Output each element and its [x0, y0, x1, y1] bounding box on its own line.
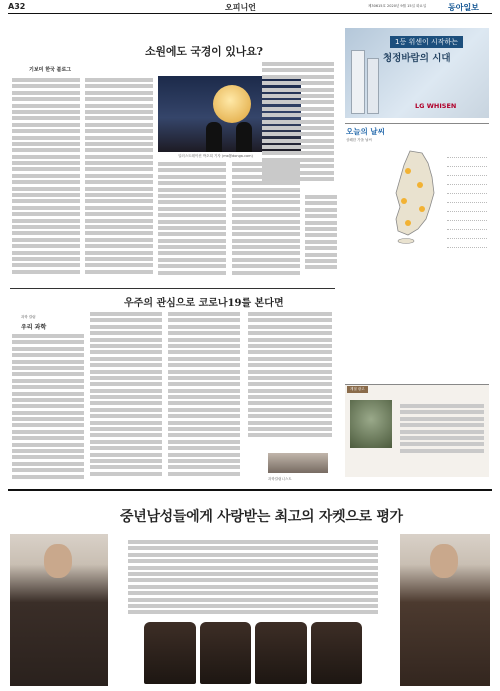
article2-author-name: 과학칼럼니스트 — [268, 477, 292, 481]
article1-text-col3 — [158, 162, 226, 278]
korea-weather-map — [388, 149, 446, 244]
jacket-ad-text — [128, 540, 378, 616]
article1-text-col6 — [305, 195, 337, 277]
person-silhouette-right — [236, 122, 252, 152]
model-photo-left — [10, 534, 108, 686]
jacket-ad-headline: 중년남성들에게 사랑받는 최고의 자켓으로 평가 — [120, 509, 403, 525]
article2-text-col4 — [248, 312, 332, 446]
issue-info: 제30615호 2020년 9월 15일 화요일 — [368, 4, 427, 8]
article2-text-col3 — [168, 312, 240, 484]
moon-illustration — [213, 85, 251, 123]
article1-kicker: 기보미 한국 블로그 — [29, 67, 72, 73]
article2-text-col2 — [90, 312, 162, 484]
weather-city-list — [447, 150, 487, 249]
ad-tagline: 1등 위센이 시작하는 — [390, 36, 463, 48]
article2-text-col1 — [12, 334, 84, 484]
header-rule — [8, 13, 492, 14]
article1-text-col1 — [12, 78, 80, 278]
article2-kicker: 과학 칼럼 — [21, 315, 36, 319]
side-ad-text — [400, 404, 484, 464]
bottom-ad-rule — [8, 489, 492, 491]
jacket-image-2 — [200, 622, 252, 684]
air-purifier-image — [367, 58, 379, 114]
lg-whisen-ad[interactable] — [345, 28, 489, 118]
article1-text-col2 — [85, 78, 153, 278]
jacket-image-3 — [255, 622, 307, 684]
article2-column-name: 우리 과학 — [21, 324, 47, 331]
page-number: A32 — [8, 2, 26, 11]
person-silhouette-left — [206, 122, 222, 152]
side-ad-image — [350, 400, 392, 448]
weather-subtitle: 상쾌한 가을 날씨 — [346, 138, 372, 142]
side-ad-badge: 계절 광고 — [347, 386, 368, 393]
section-divider — [10, 288, 335, 289]
article1-headline: 소원에도 국경이 있나요? — [145, 45, 263, 58]
air-conditioner-image — [351, 50, 365, 114]
jacket-product-images[interactable] — [144, 622, 362, 684]
article1-caption: 일러스트레이션 박초희 기자 (ms@donga.com) — [178, 154, 253, 158]
model-photo-right — [400, 534, 490, 686]
jacket-image-1 — [144, 622, 196, 684]
article2-headline: 우주의 관심으로 코로나19를 본다면 — [124, 298, 284, 309]
ad-brand: LG WHISEN — [415, 102, 457, 110]
weather-title: 오늘의 날씨 — [346, 127, 385, 136]
jacket-image-4 — [311, 622, 363, 684]
section-title: 오피니언 — [225, 3, 256, 12]
article2-author-photo — [268, 453, 328, 473]
article1-byline — [29, 66, 71, 73]
newspaper-logo: 동아일보 — [448, 3, 479, 12]
ad-slogan: 청정바람의 시대 — [383, 53, 451, 64]
article1-text-col5 — [262, 62, 334, 187]
